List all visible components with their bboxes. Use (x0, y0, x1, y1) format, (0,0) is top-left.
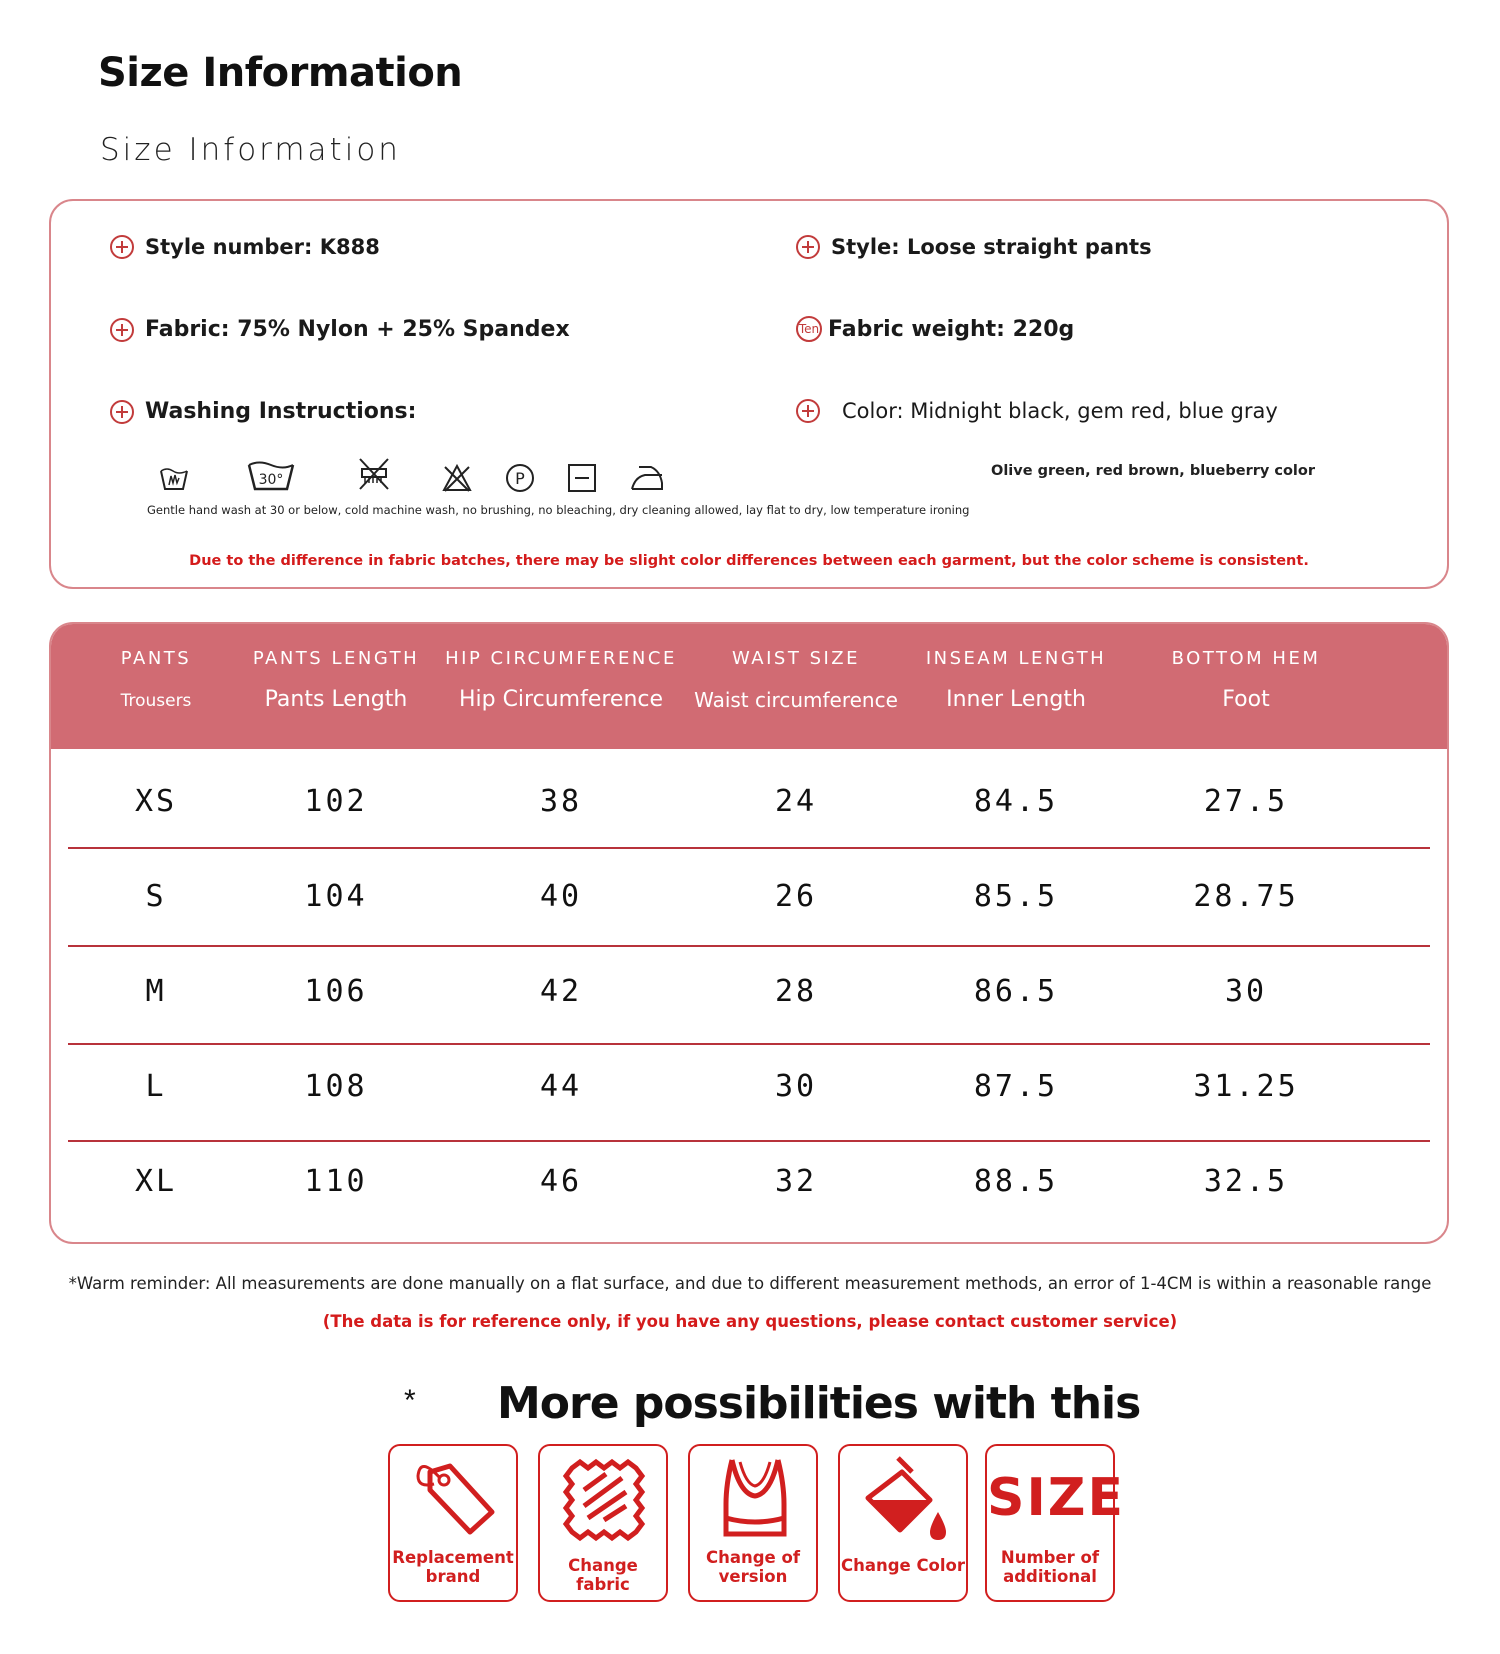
size-cell: S (145, 879, 167, 914)
table-header (51, 624, 1447, 749)
waist-cell: 30 (774, 1069, 818, 1104)
plus-circle-icon (796, 235, 820, 259)
style-number: Style number: K888 (145, 235, 380, 259)
inseam-cell: 88.5 (973, 1164, 1059, 1199)
style-number-item (110, 235, 380, 259)
size-cell: M (145, 974, 167, 1009)
column-header-pants-length (241, 624, 431, 749)
hip-cell: 44 (539, 1069, 583, 1104)
column-header-label: BOTTOM HEM (1171, 648, 1321, 669)
bottom-hem-cell: 28.75 (1193, 879, 1299, 914)
hip-cell: 46 (539, 1164, 583, 1199)
pants-length-cell: 102 (304, 784, 368, 819)
option-label: brand (425, 1567, 481, 1586)
low-iron-icon (629, 463, 665, 493)
option-label: Change of (706, 1548, 800, 1567)
plus-circle-icon (110, 400, 134, 424)
table-row (51, 754, 1447, 849)
column-header-bottom-hem (1131, 624, 1361, 749)
column-header-label: PANTS LENGTH (252, 648, 420, 669)
column-header-sublabel: Trousers (120, 691, 192, 711)
column-header-label: WAIST SIZE (731, 648, 861, 669)
column-header-label: HIP CIRCUMFERENCE (445, 648, 677, 669)
color-value-secondary: Olive green, red brown, blueberry color (991, 463, 1316, 479)
option-change-fabric[interactable] (538, 1444, 668, 1602)
product-info-box (49, 199, 1449, 589)
option-label: Change Color (840, 1556, 966, 1575)
reference-note: (The data is for reference only, if you have any questions, please contact customer service) (322, 1312, 1178, 1331)
column-header-inseam (901, 624, 1131, 749)
size-cell: L (145, 1069, 167, 1104)
measurement-reminder: *Warm reminder: All measurements are done manually on a flat surface, and due to different measurement methods, an error of 1-4CM is within a reasonable range (68, 1274, 1432, 1293)
page-subtitle: Size Information (100, 132, 401, 168)
color-item (796, 399, 1278, 423)
size-cell: XS (134, 784, 178, 819)
bottom-hem-cell: 27.5 (1203, 784, 1289, 819)
color-difference-note: Due to the difference in fabric batches, there may be slight color differences between each garment, but the color scheme is consistent. (189, 553, 1309, 569)
bottom-hem-cell: 31.25 (1193, 1069, 1299, 1104)
option-label: Number of (1000, 1548, 1100, 1567)
plus-circle-icon (796, 399, 820, 423)
hand-wash-icon (159, 463, 189, 493)
washing-item (110, 399, 416, 424)
option-change-color[interactable] (838, 1444, 968, 1602)
plus-circle-icon (110, 235, 134, 259)
option-label: Change fabric (568, 1556, 638, 1594)
plus-circle-icon (110, 318, 134, 342)
fabric-icon (550, 1454, 660, 1544)
pants-length-cell: 108 (304, 1069, 368, 1104)
column-header-sublabel: Hip Circumference (458, 687, 664, 712)
fabric-item (110, 317, 570, 342)
column-header-sublabel: Inner Length (946, 687, 1086, 712)
table-row (51, 849, 1447, 944)
wash-temp-label: 30° (258, 472, 284, 488)
option-label: additional (1003, 1567, 1097, 1586)
asterisk-mark: * (404, 1384, 416, 1417)
inseam-cell: 85.5 (973, 879, 1059, 914)
svg-text:P: P (515, 469, 525, 488)
column-header-sublabel: Pants Length (264, 687, 408, 712)
more-possibilities-title: More possibilities with this (497, 1378, 1141, 1429)
table-row (51, 1039, 1447, 1134)
table-row (51, 944, 1447, 1039)
column-header-waist (691, 624, 901, 749)
column-header-hip (431, 624, 691, 749)
ten-badge-icon: Ten (796, 316, 822, 342)
pants-length-cell: 106 (304, 974, 368, 1009)
waist-cell: 26 (774, 879, 818, 914)
paint-bucket-icon (850, 1454, 960, 1544)
pants-length-cell: 110 (304, 1164, 368, 1199)
color-value: Color: Midnight black, gem red, blue gray (842, 399, 1278, 423)
style-value: Style: Loose straight pants (831, 235, 1152, 259)
bottom-hem-cell: 32.5 (1203, 1164, 1289, 1199)
size-cell: XL (134, 1164, 178, 1199)
waist-cell: 32 (774, 1164, 818, 1199)
page-title: Size Information (98, 50, 463, 96)
column-header-label: INSEAM LENGTH (925, 648, 1107, 669)
pants-length-cell: 104 (304, 879, 368, 914)
column-header-sublabel: Foot (1222, 687, 1270, 712)
option-additional-sizes[interactable] (985, 1444, 1126, 1602)
no-brushing-icon (356, 457, 392, 491)
style-item (796, 235, 1152, 259)
wash-30-icon (247, 459, 295, 493)
dry-clean-icon (505, 463, 535, 493)
size-icon: SIZE (987, 1468, 1126, 1528)
option-change-version[interactable] (688, 1444, 818, 1602)
table-row (51, 1134, 1447, 1229)
fabric-value: Fabric: 75% Nylon + 25% Spandex (145, 317, 570, 342)
bottom-hem-cell: 30 (1224, 974, 1268, 1009)
column-header-sublabel: Waist circumference (694, 688, 898, 712)
tag-icon (400, 1454, 510, 1544)
inseam-cell: 87.5 (973, 1069, 1059, 1104)
hip-cell: 40 (539, 879, 583, 914)
column-header-label: PANTS (120, 648, 192, 669)
fabric-weight-item (796, 316, 1074, 342)
hip-cell: 42 (539, 974, 583, 1009)
lay-flat-dry-icon (567, 463, 597, 493)
inseam-cell: 86.5 (973, 974, 1059, 1009)
waist-cell: 28 (774, 974, 818, 1009)
option-label: Replacement (392, 1548, 514, 1567)
hip-cell: 38 (539, 784, 583, 819)
wash-caption: Gentle hand wash at 30 or below, cold machine wash, no brushing, no bleaching, dry cleaning allowed, lay flat to dry, low temperature ironing (147, 503, 970, 517)
sports-bra-icon (700, 1454, 810, 1544)
column-header-pants (61, 624, 251, 749)
inseam-cell: 84.5 (973, 784, 1059, 819)
no-bleach-icon (442, 463, 472, 493)
washing-label: Washing Instructions: (145, 399, 417, 424)
option-replacement-brand[interactable] (388, 1444, 518, 1602)
waist-cell: 24 (774, 784, 818, 819)
size-table (49, 622, 1449, 1244)
option-label: version (718, 1567, 788, 1586)
wash-icons-row (159, 463, 719, 503)
fabric-weight-value: Fabric weight: 220g (828, 316, 1075, 342)
